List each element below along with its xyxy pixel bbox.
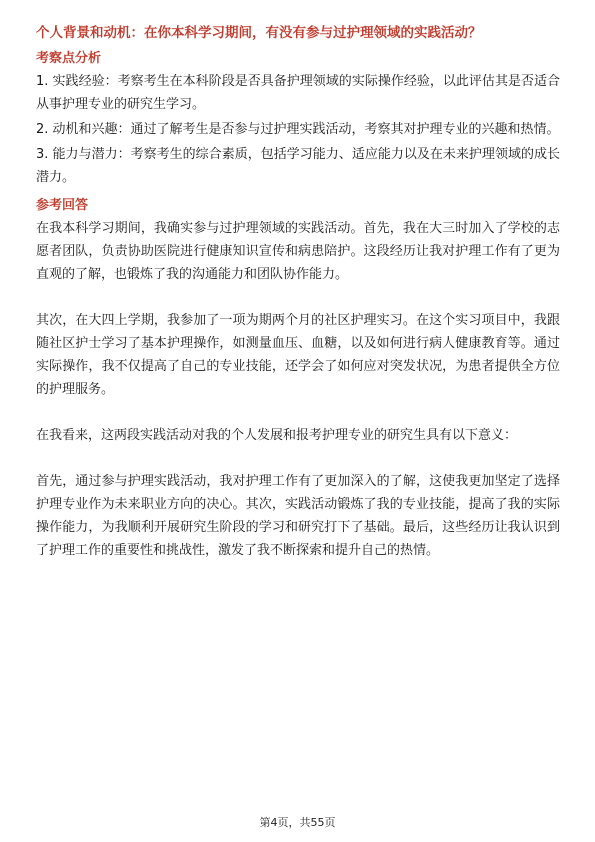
analysis-item: 1. 实践经验：考察考生在本科阶段是否具备护理领域的实际操作经验，以此评估其是否适合从事护理专业的研究生学习。	[36, 74, 560, 112]
answer-paragraph: 在我本科学习期间，我确实参与过护理领域的实践活动。首先，我在大三时加入了学校的志愿者团队，负责协助医院进行健康知识宣传和病患陪护。这段经历让我对护理工作有了更为直观的了解，也锻炼了我的沟通能力和团队协作能力。	[36, 221, 560, 282]
analysis-item: 2. 动机和兴趣：通过了解考生是否参与过护理实践活动，考察其对护理专业的兴趣和热情。	[36, 122, 560, 137]
question-heading: 个人背景和动机：在你本科学习期间，有没有参与过护理领域的实践活动？	[36, 25, 482, 41]
answer-title: 参考回答	[36, 198, 89, 213]
answer-paragraph: 在我看来，这两段实践活动对我的个人发展和报考护理专业的研究生具有以下意义：	[36, 428, 518, 443]
analysis-item: 3. 能力与潜力：考察考生的综合素质，包括学习能力、适应能力以及在未来护理领域的成长潜力。	[36, 147, 560, 185]
analysis-title: 考察点分析	[36, 51, 102, 66]
answer-paragraph: 首先，通过参与护理实践活动，我对护理工作有了更加深入的了解，这使我更加坚定了选择护理专业作为未来职业方向的决心。其次，实践活动锻炼了我的专业技能，提高了我的实际操作能力，为我顺利开展研究生阶段的学习和研究打下了基础。最后，这些经历让我认识到了护理工作的重要性和挑战性，激发了我不断探索和提升自己的热情。	[36, 474, 560, 558]
document-page	[36, 22, 560, 562]
answer-paragraph: 其次，在大四上学期，我参加了一项为期两个月的社区护理实习。在这个实习项目中，我跟随社区护士学习了基本护理操作，如测量血压、血糖，以及如何进行病人健康教育等。通过实际操作，我不仅提高了自己的专业技能，还学会了如何应对突发状况，为患者提供全方位的护理服务。	[36, 313, 560, 397]
page-number: 第4页，共55页	[259, 816, 336, 829]
